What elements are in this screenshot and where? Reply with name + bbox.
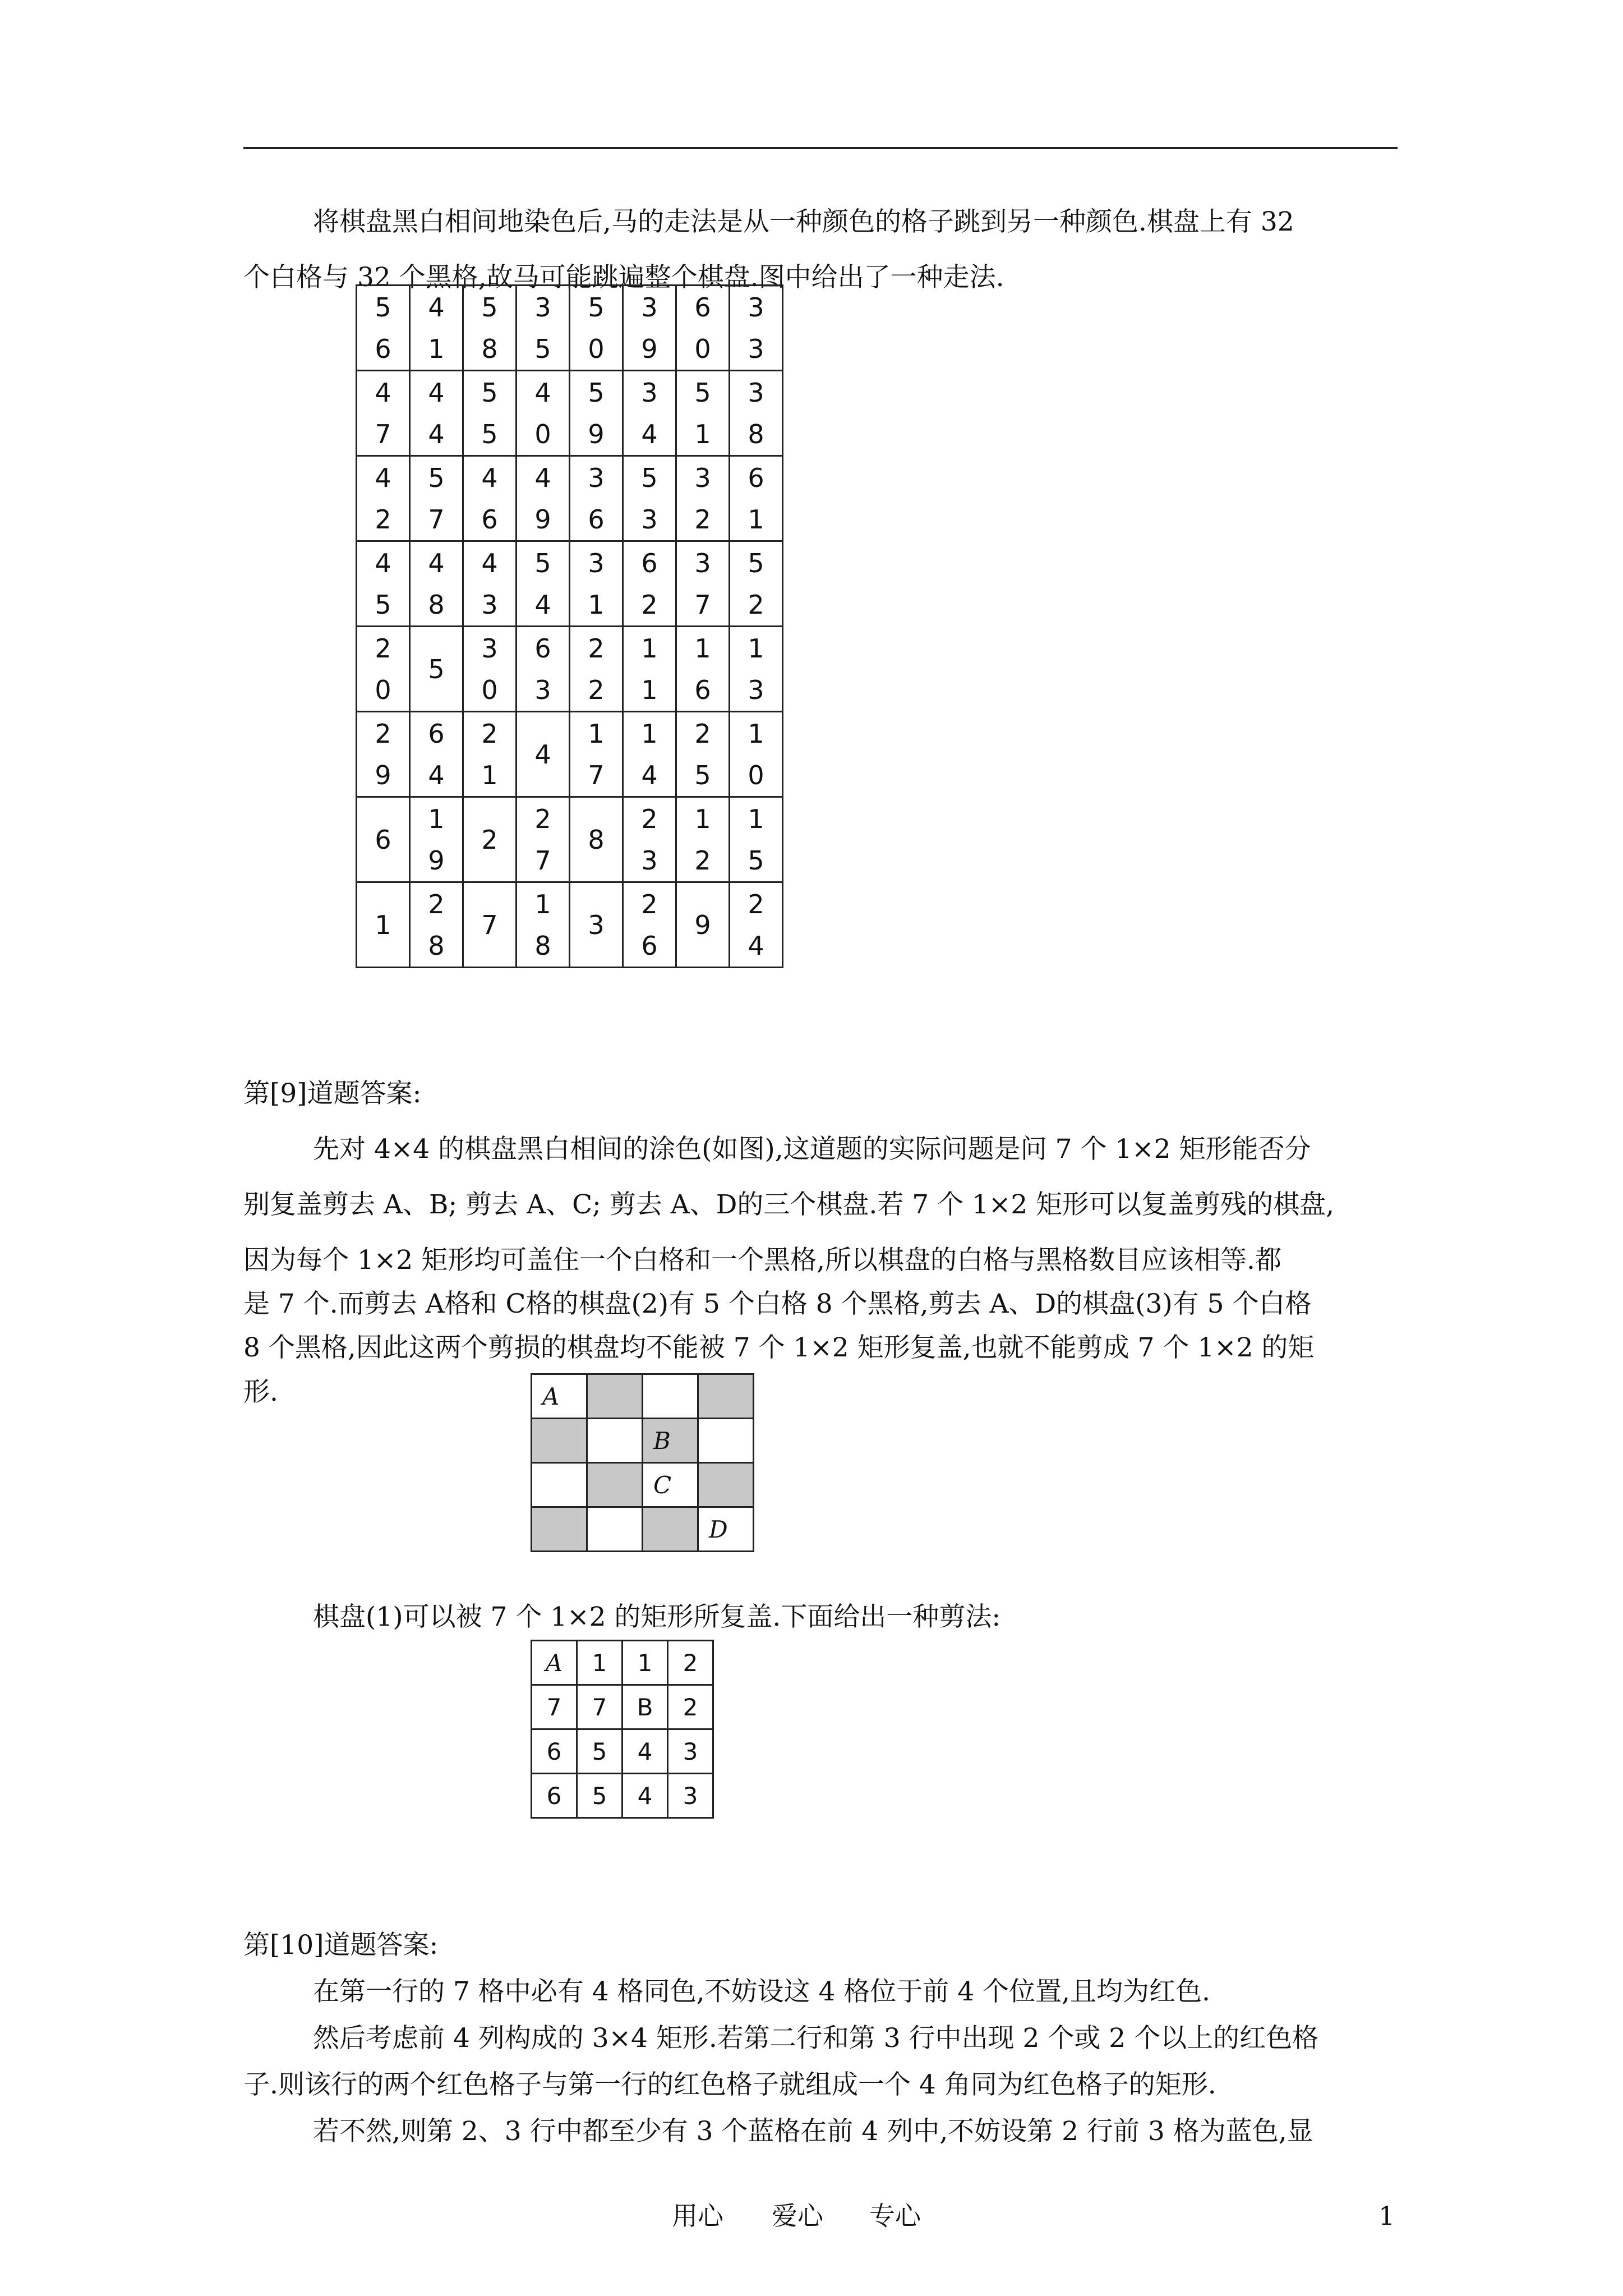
q10-line-2: 然后考虑前 4 列构成的 3×4 矩形.若第二行和第 3 行中出现 2 个或 2 个以上的红色格 xyxy=(313,2023,1319,2054)
knight-row xyxy=(357,712,783,797)
knight-cell-digit: 4 xyxy=(428,377,445,408)
knight-cell-digit: 5 xyxy=(588,292,605,323)
knight-cell xyxy=(357,541,410,627)
knight-cell-digit: 1 xyxy=(694,803,711,834)
knight-cell xyxy=(357,797,410,882)
knight-cell-digit: 3 xyxy=(534,674,551,705)
knight-cell-digit: 5 xyxy=(375,589,391,620)
knight-cell xyxy=(463,797,517,882)
cut-cell: 1 xyxy=(577,1641,623,1685)
cut-cell: 1 xyxy=(623,1641,668,1685)
q9-line-4: 是 7 个.而剪去 A格和 C格的棋盘(2)有 5 个白格 8 个黑格,剪去 A、D的棋盘(3)有 5 个白格 xyxy=(243,1289,1312,1319)
knight-cell-digit: 3 xyxy=(588,462,605,493)
knight-cell-digit: 3 xyxy=(694,547,711,578)
knight-cell-digit: 6 xyxy=(534,633,551,664)
knight-cell-digit: 1 xyxy=(694,633,711,664)
knight-cell xyxy=(570,456,623,541)
q9-line-2: 别复盖剪去 A、B; 剪去 A、C; 剪去 A、D的三个棋盘.若 7 个 1×2 矩形可以复盖剪残的棋盘, xyxy=(243,1189,1335,1220)
knight-cell-digit: 4 xyxy=(428,418,445,449)
knight-cell-digit: 4 xyxy=(748,930,764,961)
knight-cell-digit: 9 xyxy=(428,845,445,876)
q9-line-5: 8 个黑格,因此这两个剪损的棋盘均不能被 7 个 1×2 矩形复盖,也就不能剪成 7 个 1×2 的矩 xyxy=(243,1332,1315,1363)
knight-cell xyxy=(676,627,730,712)
knight-cell-digit: 7 xyxy=(588,760,605,790)
knight-cell-digit: 4 xyxy=(375,377,391,408)
cut-cell: 3 xyxy=(668,1774,713,1818)
knight-cell xyxy=(730,286,783,371)
cut-cell: 7 xyxy=(532,1685,577,1729)
board-cell xyxy=(698,1419,754,1463)
knight-cell xyxy=(570,371,623,456)
knight-row xyxy=(357,456,783,541)
knight-cell xyxy=(410,627,463,712)
knight-cell-digit: 0 xyxy=(748,760,764,790)
knight-cell-digit: 3 xyxy=(694,462,711,493)
knight-cell-digit: 1 xyxy=(641,633,658,664)
knight-cell xyxy=(676,712,730,797)
knight-cell xyxy=(517,371,570,456)
knight-cell xyxy=(517,797,570,882)
knight-cell-digit: 9 xyxy=(641,333,658,364)
board-cell xyxy=(643,1374,698,1419)
knight-cell xyxy=(623,712,676,797)
cut-cell: B xyxy=(623,1685,668,1729)
knight-cell xyxy=(463,712,517,797)
knight-cell-digit: 7 xyxy=(428,504,445,535)
board-row xyxy=(532,1463,754,1507)
knight-cell-digit: 9 xyxy=(694,909,711,940)
knight-cell xyxy=(623,882,676,968)
knight-cell-digit: 5 xyxy=(534,547,551,578)
knight-cell xyxy=(730,456,783,541)
knight-cell-digit: 4 xyxy=(641,418,658,449)
knight-cell xyxy=(730,371,783,456)
knight-cell xyxy=(676,882,730,968)
knight-cell-digit: 5 xyxy=(481,418,498,449)
knight-cell xyxy=(623,286,676,371)
board-cell xyxy=(698,1374,754,1419)
board-cell: D xyxy=(698,1507,754,1552)
knight-cell xyxy=(517,456,570,541)
knight-cell-digit: 0 xyxy=(481,674,498,705)
knight-cell xyxy=(357,286,410,371)
knight-cell-digit: 6 xyxy=(375,333,391,364)
knight-cell xyxy=(676,371,730,456)
board-cell xyxy=(587,1374,643,1419)
knight-cell xyxy=(463,882,517,968)
knight-cell-digit: 1 xyxy=(748,803,764,834)
knight-cell-digit: 2 xyxy=(694,718,711,749)
knight-cell xyxy=(410,712,463,797)
knight-cell xyxy=(463,627,517,712)
knight-cell xyxy=(410,456,463,541)
knight-cell-digit: 3 xyxy=(588,909,605,940)
knight-cell-digit: 4 xyxy=(481,462,498,493)
knight-cell-digit: 8 xyxy=(748,418,764,449)
knight-cell xyxy=(517,882,570,968)
cut-intro: 棋盘(1)可以被 7 个 1×2 的矩形所复盖.下面给出一种剪法: xyxy=(313,1602,1001,1632)
board-cell xyxy=(587,1507,643,1552)
knight-cell-digit: 4 xyxy=(534,377,551,408)
board-row xyxy=(532,1507,754,1552)
knight-cell-digit: 1 xyxy=(428,333,445,364)
knight-cell xyxy=(357,882,410,968)
knight-cell-digit: 7 xyxy=(375,418,391,449)
knight-cell-digit: 9 xyxy=(588,418,605,449)
cut-cell: 4 xyxy=(623,1774,668,1818)
knight-row xyxy=(357,286,783,371)
knight-cell-digit: 1 xyxy=(641,718,658,749)
knight-cell-digit: 5 xyxy=(428,462,445,493)
knight-cell-digit: 5 xyxy=(481,292,498,323)
knight-cell-digit: 2 xyxy=(375,504,391,535)
knight-cell xyxy=(357,456,410,541)
knight-cell xyxy=(676,797,730,882)
board-cell xyxy=(532,1419,587,1463)
knight-cell-digit: 4 xyxy=(428,292,445,323)
knight-cell-digit: 6 xyxy=(748,462,764,493)
knight-cell-digit: 7 xyxy=(694,589,711,620)
knight-cell-digit: 2 xyxy=(481,718,498,749)
q9-line-3: 因为每个 1×2 矩形均可盖住一个白格和一个黑格,所以棋盘的白格与黑格数目应该相等.都 xyxy=(243,1245,1281,1276)
knight-cell-digit: 1 xyxy=(748,504,764,535)
board-row xyxy=(532,1419,754,1463)
knight-cell xyxy=(463,371,517,456)
footer-middle: 爱心 xyxy=(772,2201,823,2231)
knight-row xyxy=(357,797,783,882)
q10-line-1: 在第一行的 7 格中必有 4 格同色,不妨设这 4 格位于前 4 个位置,且均为红色. xyxy=(313,1976,1210,2007)
knight-cell xyxy=(570,712,623,797)
knight-cell xyxy=(570,541,623,627)
q10-heading: 第[10]道题答案: xyxy=(243,1930,439,1961)
cut-cell: 6 xyxy=(532,1774,577,1818)
knight-cell xyxy=(463,456,517,541)
knight-cell xyxy=(730,541,783,627)
page-number: 1 xyxy=(1378,2201,1395,2231)
knight-cell-digit: 3 xyxy=(641,377,658,408)
knight-cell xyxy=(570,627,623,712)
knight-cell-digit: 4 xyxy=(534,739,551,770)
footer-left: 用心 xyxy=(672,2201,723,2231)
board-cell xyxy=(532,1463,587,1507)
knight-cell xyxy=(730,882,783,968)
board-cell: C xyxy=(643,1463,698,1507)
knight-cell xyxy=(570,286,623,371)
knight-cell-digit: 6 xyxy=(428,718,445,749)
knight-cell-digit: 5 xyxy=(694,760,711,790)
knight-cell xyxy=(676,541,730,627)
knight-cell-digit: 2 xyxy=(588,674,605,705)
cut-cell: A xyxy=(532,1641,577,1685)
q9-line-1: 先对 4×4 的棋盘黑白相间的涂色(如图),这道题的实际问题是问 7 个 1×2 矩形能否分 xyxy=(313,1134,1311,1165)
cut-cell: 5 xyxy=(577,1729,623,1774)
knight-cell-digit: 3 xyxy=(481,633,498,664)
knight-cell-digit: 2 xyxy=(641,803,658,834)
footer-right: 专心 xyxy=(869,2201,921,2231)
intro-line-1: 将棋盘黑白相间地染色后,马的走法是从一种颜色的格子跳到另一种颜色.棋盘上有 32 xyxy=(313,206,1294,237)
knight-cell-digit: 5 xyxy=(748,547,764,578)
knight-cell xyxy=(410,371,463,456)
knight-cell xyxy=(517,627,570,712)
knight-cell-digit: 6 xyxy=(641,547,658,578)
cut-row xyxy=(532,1774,713,1818)
knight-cell-digit: 5 xyxy=(481,377,498,408)
knight-cell xyxy=(410,882,463,968)
knight-cell-digit: 7 xyxy=(534,845,551,876)
q9-heading: 第[9]道题答案: xyxy=(243,1078,422,1109)
knight-cell-digit: 8 xyxy=(428,589,445,620)
knight-cell-digit: 8 xyxy=(588,824,605,855)
board-cell xyxy=(587,1463,643,1507)
knight-cell-digit: 1 xyxy=(481,760,498,790)
knight-cell xyxy=(410,286,463,371)
knight-cell-digit: 0 xyxy=(588,333,605,364)
cut-cell: 4 xyxy=(623,1729,668,1774)
q10-line-3: 子.则该行的两个红色格子与第一行的红色格子就组成一个 4 角同为红色格子的矩形. xyxy=(243,2069,1216,2100)
knight-cell-digit: 1 xyxy=(588,718,605,749)
knight-cell xyxy=(410,541,463,627)
knight-cell-digit: 2 xyxy=(588,633,605,664)
knight-cell xyxy=(623,541,676,627)
knight-cell-digit: 6 xyxy=(481,504,498,535)
knight-cell-digit: 1 xyxy=(748,633,764,664)
knight-cell-digit: 4 xyxy=(534,462,551,493)
knight-cell-digit: 3 xyxy=(748,377,764,408)
board-cell xyxy=(532,1507,587,1552)
knight-cell-digit: 8 xyxy=(534,930,551,961)
knight-cell xyxy=(517,712,570,797)
knight-cell-digit: 1 xyxy=(428,803,445,834)
knight-cell-digit: 3 xyxy=(748,674,764,705)
knight-cell xyxy=(623,797,676,882)
knight-row xyxy=(357,627,783,712)
cut-row xyxy=(532,1729,713,1774)
board-row xyxy=(532,1374,754,1419)
intro-line-2: 个白格与 32 个黑格,故马可能跳遍整个棋盘.图中给出了一种走法. xyxy=(243,262,1004,293)
knight-cell-digit: 6 xyxy=(694,674,711,705)
knight-row xyxy=(357,882,783,968)
knight-cell xyxy=(357,627,410,712)
cut-row xyxy=(532,1641,713,1685)
knight-cell-digit: 5 xyxy=(641,462,658,493)
knight-cell-digit: 9 xyxy=(375,760,391,790)
knight-cell-digit: 2 xyxy=(641,589,658,620)
knight-cell-digit: 5 xyxy=(588,377,605,408)
knight-cell xyxy=(730,797,783,882)
knight-cell-digit: 3 xyxy=(641,845,658,876)
knight-cell-digit: 3 xyxy=(641,504,658,535)
knight-cell xyxy=(730,712,783,797)
cut-board-table xyxy=(531,1640,714,1819)
knight-cell-digit: 1 xyxy=(534,889,551,919)
knight-cell-digit: 2 xyxy=(375,633,391,664)
knight-cell xyxy=(410,797,463,882)
knight-cell-digit: 2 xyxy=(481,824,498,855)
knight-cell-digit: 6 xyxy=(641,930,658,961)
knight-cell xyxy=(623,371,676,456)
knight-cell-digit: 3 xyxy=(748,292,764,323)
knight-cell xyxy=(570,797,623,882)
knight-cell-digit: 8 xyxy=(481,333,498,364)
knight-cell xyxy=(517,286,570,371)
board-cell xyxy=(643,1507,698,1552)
cut-cell: 7 xyxy=(577,1685,623,1729)
knight-cell-digit: 3 xyxy=(588,547,605,578)
knight-cell-digit: 2 xyxy=(694,845,711,876)
knight-cell-digit: 6 xyxy=(694,292,711,323)
board-cell: B xyxy=(643,1419,698,1463)
knight-cell-digit: 2 xyxy=(748,889,764,919)
knight-cell-digit: 1 xyxy=(375,909,391,940)
knight-cell-digit: 3 xyxy=(481,589,498,620)
cut-cell: 5 xyxy=(577,1774,623,1818)
board-cell xyxy=(587,1419,643,1463)
knight-cell xyxy=(623,627,676,712)
knight-cell xyxy=(463,286,517,371)
cut-cell: 6 xyxy=(532,1729,577,1774)
knight-cell-digit: 8 xyxy=(428,930,445,961)
knight-cell-digit: 3 xyxy=(748,333,764,364)
knight-tour-table xyxy=(356,284,783,968)
knight-cell-digit: 1 xyxy=(748,718,764,749)
knight-cell-digit: 1 xyxy=(588,589,605,620)
board-cell xyxy=(698,1463,754,1507)
knight-cell-digit: 6 xyxy=(375,824,391,855)
knight-cell-digit: 0 xyxy=(375,674,391,705)
q10-line-4: 若不然,则第 2、3 行中都至少有 3 个蓝格在前 4 列中,不妨设第 2 行前 3 格为蓝色,显 xyxy=(313,2116,1313,2147)
knight-cell-digit: 2 xyxy=(641,889,658,919)
knight-cell-digit: 2 xyxy=(375,718,391,749)
knight-cell-digit: 1 xyxy=(694,418,711,449)
knight-cell xyxy=(463,541,517,627)
cut-cell: 2 xyxy=(668,1685,713,1729)
knight-cell xyxy=(357,712,410,797)
knight-cell-digit: 6 xyxy=(588,504,605,535)
knight-cell xyxy=(517,541,570,627)
cut-row xyxy=(532,1685,713,1729)
knight-cell xyxy=(730,627,783,712)
knight-cell-digit: 4 xyxy=(481,547,498,578)
knight-cell-digit: 3 xyxy=(641,292,658,323)
board-cell: A xyxy=(532,1374,587,1419)
knight-cell-digit: 2 xyxy=(428,889,445,919)
knight-cell-digit: 4 xyxy=(641,760,658,790)
knight-cell xyxy=(570,882,623,968)
knight-cell xyxy=(676,286,730,371)
cut-cell: 2 xyxy=(668,1641,713,1685)
knight-cell-digit: 4 xyxy=(428,760,445,790)
knight-cell-digit: 4 xyxy=(534,589,551,620)
q9-line-6: 形. xyxy=(243,1377,278,1407)
knight-cell-digit: 2 xyxy=(534,803,551,834)
knight-cell-digit: 5 xyxy=(748,845,764,876)
knight-cell xyxy=(357,371,410,456)
knight-cell-digit: 0 xyxy=(694,333,711,364)
knight-cell-digit: 3 xyxy=(534,292,551,323)
knight-cell-digit: 9 xyxy=(534,504,551,535)
knight-cell-digit: 1 xyxy=(641,674,658,705)
knight-cell-digit: 7 xyxy=(481,909,498,940)
checkerboard-figure xyxy=(531,1373,754,1552)
cut-cell: 3 xyxy=(668,1729,713,1774)
knight-cell xyxy=(676,456,730,541)
knight-cell-digit: 4 xyxy=(428,547,445,578)
knight-cell-digit: 5 xyxy=(428,654,445,684)
knight-cell-digit: 5 xyxy=(534,333,551,364)
knight-cell-digit: 4 xyxy=(375,462,391,493)
knight-cell xyxy=(623,456,676,541)
knight-cell-digit: 5 xyxy=(694,377,711,408)
knight-cell-digit: 2 xyxy=(694,504,711,535)
knight-row xyxy=(357,541,783,627)
knight-cell-digit: 4 xyxy=(375,547,391,578)
knight-cell-digit: 0 xyxy=(534,418,551,449)
header-rule xyxy=(243,147,1398,149)
knight-cell-digit: 2 xyxy=(748,589,764,620)
knight-row xyxy=(357,371,783,456)
knight-cell-digit: 5 xyxy=(375,292,391,323)
